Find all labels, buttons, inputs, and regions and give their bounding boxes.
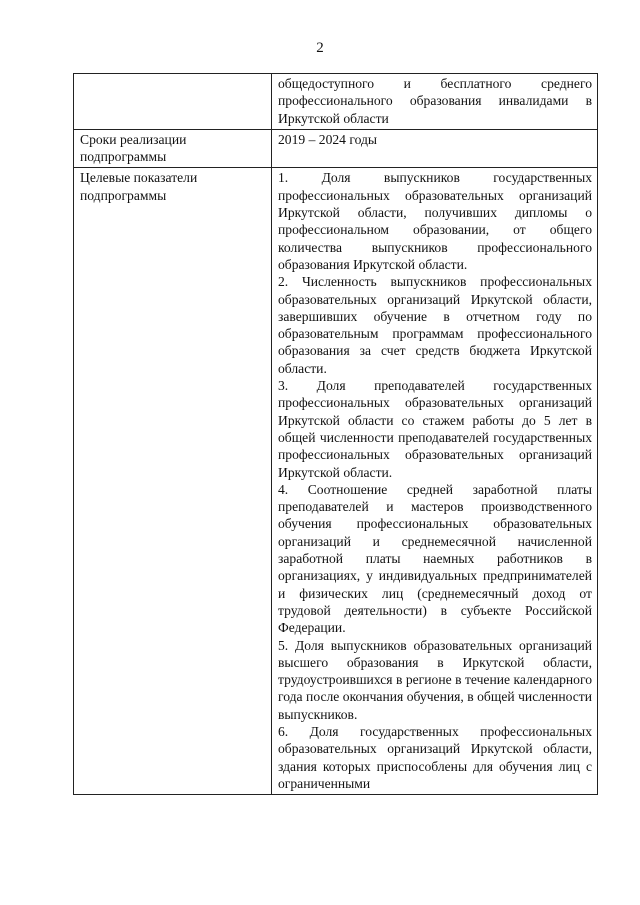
- table-row: [74, 74, 598, 130]
- row-value-period: 2019 – 2024 годы: [272, 129, 598, 168]
- indicator-item-1: 1. Доля выпускников государственных профессиональных образовательных организаций Иркутской области, получивших дипломы о профессиональном образовании, от общего количества выпускников профессионального образования Иркутской области.: [278, 170, 592, 272]
- indicator-item-6: 6. Доля государственных профессиональных образовательных организаций Иркутской области, здания которых приспособлены для обучения лиц с ограниченными: [278, 723, 592, 791]
- row-label-empty: [74, 74, 272, 130]
- row-value-continuation: общедоступного и бесплатного среднего профессионального образования инвалидами в Иркутской области: [272, 74, 598, 130]
- row-label-period: Сроки реализации подпрограммы: [74, 129, 272, 168]
- indicator-item-4: 4. Соотношение средней заработной платы преподавателей и мастеров производственного обучения профессиональных образовательных организаций и среднемесячной начисленной заработной платы наемных работников в организациях, у индивидуальных предпринимателей и физических лиц (среднемесячный доход от трудовой деятельности) в субъекте Российской Федерации.: [278, 481, 592, 636]
- page-number: 2: [316, 40, 324, 56]
- table-row: [74, 168, 598, 795]
- table-row: [74, 129, 598, 168]
- row-label-indicators: Целевые показатели подпрограммы: [74, 168, 272, 795]
- indicator-item-2: 2. Численность выпускников профессиональных образовательных организаций Иркутской области, завершивших обучение в отчетном году по образовательным программам профессионального образования за счет средств бюджета Иркутской области.: [278, 274, 592, 376]
- indicator-item-3: 3. Доля преподавателей государственных профессиональных образовательных организаций Иркутской области со стажем работы до 5 лет в общей численности преподавателей государственных профессиональных образовательных организаций Иркутской области.: [278, 378, 592, 480]
- indicator-item-5: 5. Доля выпускников образовательных организаций высшего образования в Иркутской области, трудоустроившихся в регионе в течение календарного года после окончания обучения, в общей численности выпускников.: [278, 637, 592, 722]
- indicators-list: [272, 168, 598, 795]
- subprogram-passport-table: [73, 73, 598, 795]
